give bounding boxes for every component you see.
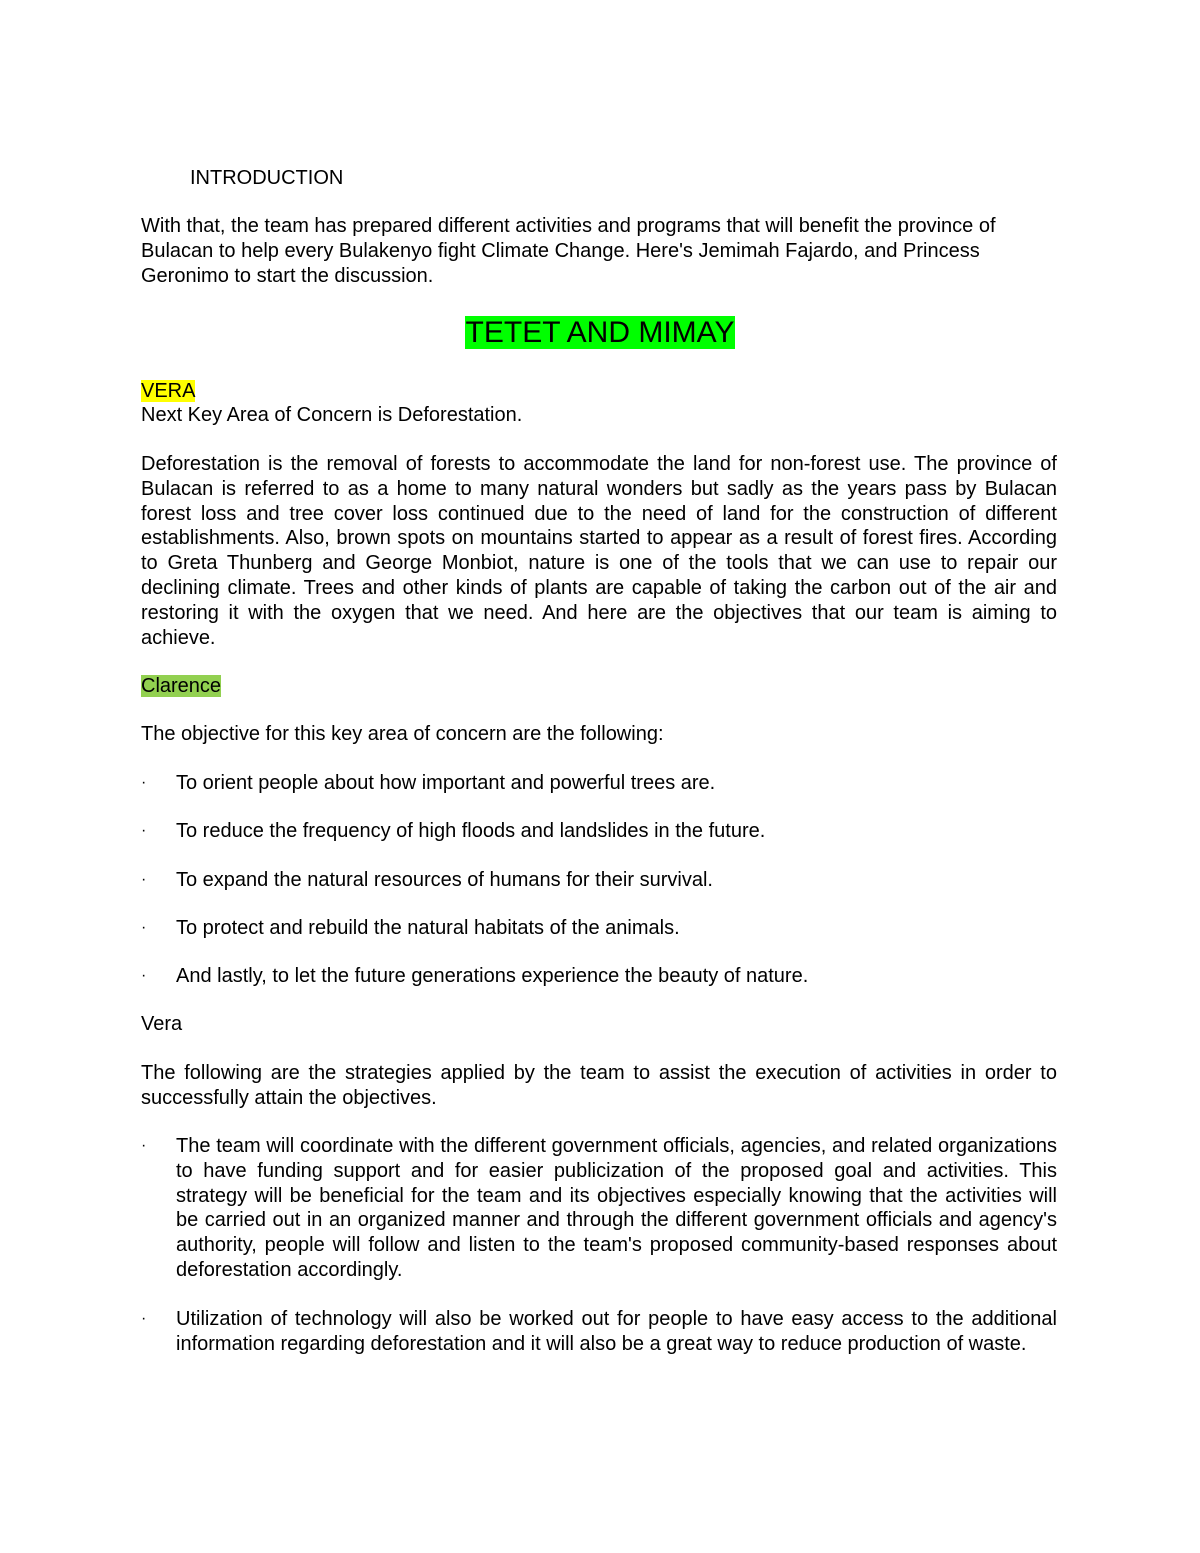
bullet-marker: · [141, 919, 147, 936]
intro-paragraph: With that, the team has prepared different activities and programs that will benefit the province of Bulacan to help every Bulakenyo fight Climate Change. Here's Jemimah Fajardo, and Princess Geronimo to start the discussion. [141, 215, 996, 287]
bullet-marker: · [141, 871, 147, 888]
speaker-label-clarence [141, 674, 1057, 699]
bullet-marker: · [141, 1310, 147, 1327]
objectives-intro: The objective for this key area of concern are the following: [141, 723, 664, 745]
speaker-vera-highlight: VERA [141, 380, 196, 402]
objective-item: And lastly, to let the future generations experience the beauty of nature. [176, 965, 809, 987]
objective-item: To orient people about how important and powerful trees are. [176, 772, 716, 794]
section-title [0, 314, 1200, 352]
introduction-heading: INTRODUCTION [190, 167, 344, 189]
objective-item: To expand the natural resources of humans for their survival. [176, 869, 713, 891]
bullet-marker: · [141, 967, 147, 984]
bullet-marker: · [141, 774, 147, 791]
section-title-text: TETET AND MIMAY [465, 316, 735, 349]
deforestation-paragraph: Deforestation is the removal of forests to accommodate the land for non-forest use. The province of Bulacan is referred to as a home to many natural wonders but sadly as the years pass by Bulacan forest loss and tree cover loss continued due to the need of land for the construction of different establishments. Also, brown spots on mountains started to appear as a result of forest fires. According to Greta Thunberg and George Monbiot, nature is one of the tools that we can use to repair our declining climate. Trees and other kinds of plants are capable of taking the carbon out of the air and restoring it with the oxygen that we need. And here are the objectives that our team is aiming to achieve. [141, 453, 1057, 649]
strategy-item: Utilization of technology will also be worked out for people to have easy access to the additional information regarding deforestation and it will also be a great way to reduce production of waste. [176, 1308, 1057, 1355]
strategy-item: The team will coordinate with the different government officials, agencies, and related organizations to have funding support and for easier publicization of the proposed goal and activities. This strategy will be beneficial for the team and its objectives especially knowing that the activities will be carried out in an organized manner and through the different government officials and agency's authority, people will follow and listen to the team's proposed community-based responses about deforestation accordingly. [176, 1135, 1057, 1281]
bullet-marker: · [141, 822, 147, 839]
speaker-label-vera [141, 379, 1057, 404]
objective-item: To protect and rebuild the natural habitats of the animals. [176, 917, 680, 939]
strategies-intro: The following are the strategies applied by the team to assist the execution of activities in order to successfully attain the objectives. [141, 1062, 1057, 1109]
objective-item: To reduce the frequency of high floods and landslides in the future. [176, 820, 766, 842]
speaker-clarence-highlight: Clarence [141, 675, 222, 697]
key-area-line: Next Key Area of Concern is Deforestation. [141, 404, 523, 426]
speaker-label-vera-2: Vera [141, 1013, 183, 1035]
bullet-marker: · [141, 1137, 147, 1154]
